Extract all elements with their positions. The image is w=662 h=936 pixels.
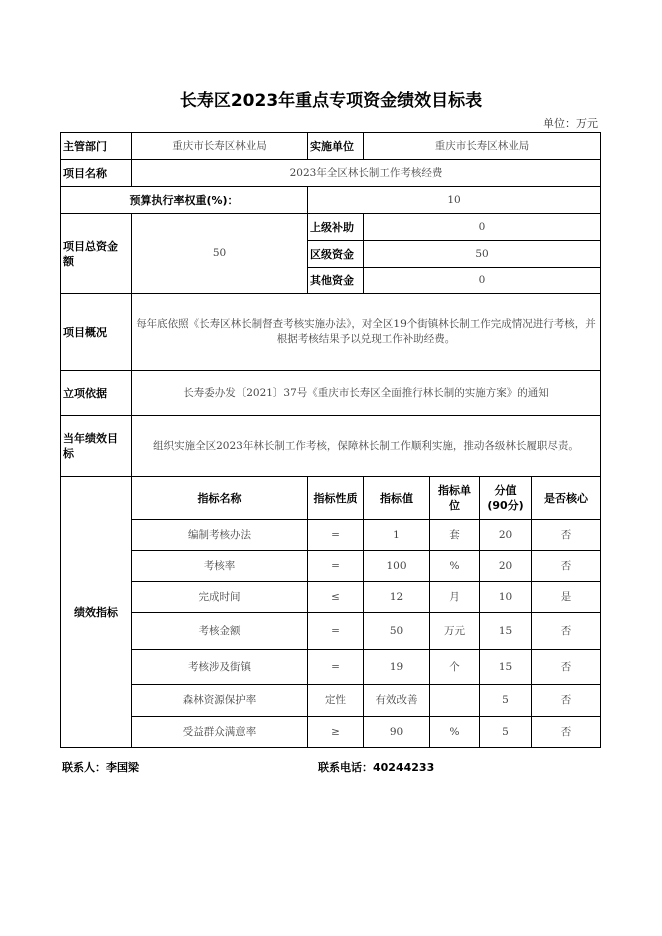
contact-person: 联系人：李国梁 xyxy=(62,761,139,774)
table-row xyxy=(61,582,601,613)
name-label: 项目名称 xyxy=(61,160,132,187)
table-cell xyxy=(430,685,480,717)
table-row xyxy=(61,717,601,748)
weight-value: 10 xyxy=(308,187,601,214)
table-cell: = xyxy=(308,551,364,582)
header-cell: 是否核心 xyxy=(532,477,601,520)
table-cell: 15 xyxy=(480,613,532,650)
table-cell: 12 xyxy=(364,582,430,613)
goal-label: 当年绩效目标 xyxy=(61,416,132,477)
header-cell: 指标值 xyxy=(364,477,430,520)
table-cell: 编制考核办法 xyxy=(132,520,308,551)
table-cell: 否 xyxy=(532,650,601,685)
impl-label: 实施单位 xyxy=(308,133,364,160)
table-cell: 否 xyxy=(532,717,601,748)
table-cell: = xyxy=(308,520,364,551)
table-cell: 森林资源保护率 xyxy=(132,685,308,717)
total-value: 50 xyxy=(132,214,308,294)
table-cell: 否 xyxy=(532,551,601,582)
table-cell: 19 xyxy=(364,650,430,685)
total-label: 项目总资金额 xyxy=(61,214,132,294)
table-row xyxy=(61,650,601,685)
table-cell: 考核金额 xyxy=(132,613,308,650)
table-cell: 20 xyxy=(480,520,532,551)
overview-value: 每年底依照《长寿区林长制督查考核实施办法》，对全区19个街镇林长制工作完成情况进行考核，并根据考核结果予以兑现工作补助经费。 xyxy=(132,294,601,371)
dept-value: 重庆市长寿区林业局 xyxy=(132,133,308,160)
table-cell: 是 xyxy=(532,582,601,613)
overview-label: 项目概况 xyxy=(61,294,132,371)
dept-label: 主管部门 xyxy=(61,133,132,160)
table-cell: 个 xyxy=(430,650,480,685)
table-cell: 定性 xyxy=(308,685,364,717)
header-cell: 分值 (90分) xyxy=(480,477,532,520)
table-cell: 1 xyxy=(364,520,430,551)
fund-label: 区级资金 xyxy=(308,241,364,268)
table-row xyxy=(61,685,601,717)
basis-value: 长寿委办发〔2021〕37号《重庆市长寿区全面推行林长制的实施方案》的通知 xyxy=(132,371,601,416)
page-title: 长寿区2023年重点专项资金绩效目标表 xyxy=(179,91,483,111)
table-cell: 5 xyxy=(480,717,532,748)
basis-label: 立项依据 xyxy=(61,371,132,416)
weight-label: 预算执行率权重(%)： xyxy=(61,187,308,214)
performance-table xyxy=(60,132,601,748)
table-cell: 15 xyxy=(480,650,532,685)
impl-value: 重庆市长寿区林业局 xyxy=(364,133,601,160)
goal-value: 组织实施全区2023年林长制工作考核，保障林长制工作顺利实施，推动各级林长履职尽责。 xyxy=(132,416,601,477)
header-cell: 指标名称 xyxy=(132,477,308,520)
table-cell: 否 xyxy=(532,685,601,717)
fund-label: 其他资金 xyxy=(308,268,364,294)
table-cell: 否 xyxy=(532,613,601,650)
header-cell: 指标性质 xyxy=(308,477,364,520)
contact-phone: 联系电话：40244233 xyxy=(318,761,435,774)
fund-value: 50 xyxy=(364,241,601,268)
table-cell: 90 xyxy=(364,717,430,748)
table-cell: = xyxy=(308,650,364,685)
table-cell: 否 xyxy=(532,520,601,551)
table-cell: 完成时间 xyxy=(132,582,308,613)
table-cell: = xyxy=(308,613,364,650)
perf-label: 绩效指标 xyxy=(61,477,132,748)
table-cell: 10 xyxy=(480,582,532,613)
table-row xyxy=(61,551,601,582)
name-value: 2023年全区林长制工作考核经费 xyxy=(132,160,601,187)
table-cell: ≤ xyxy=(308,582,364,613)
table-cell: 受益群众满意率 xyxy=(132,717,308,748)
table-cell: % xyxy=(430,717,480,748)
table-cell: ≥ xyxy=(308,717,364,748)
table-row xyxy=(61,520,601,551)
fund-value: 0 xyxy=(364,268,601,294)
table-cell: 考核涉及街镇 xyxy=(132,650,308,685)
header-cell: 指标单位 xyxy=(430,477,480,520)
table-cell: 20 xyxy=(480,551,532,582)
fund-value: 0 xyxy=(364,214,601,241)
table-cell: 考核率 xyxy=(132,551,308,582)
table-cell: 有效改善 xyxy=(364,685,430,717)
table-row xyxy=(61,613,601,650)
table-cell: 5 xyxy=(480,685,532,717)
fund-label: 上级补助 xyxy=(308,214,364,241)
table-cell: 万元 xyxy=(430,613,480,650)
table-cell: 套 xyxy=(430,520,480,551)
unit-label: 单位：万元 xyxy=(543,117,598,130)
table-cell: 100 xyxy=(364,551,430,582)
table-cell: 50 xyxy=(364,613,430,650)
table-cell: 月 xyxy=(430,582,480,613)
table-cell: % xyxy=(430,551,480,582)
